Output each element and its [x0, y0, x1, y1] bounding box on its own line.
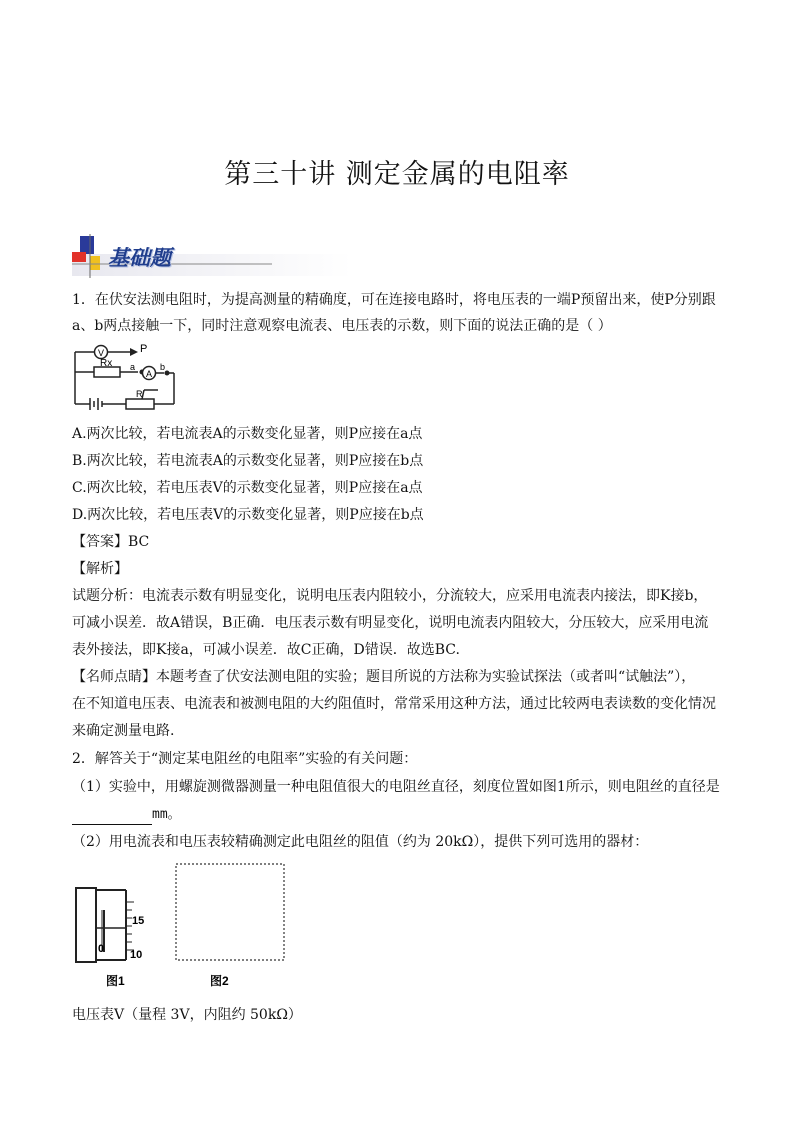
section-label: 基础题 [108, 245, 171, 270]
q2-part1-answer-line [72, 804, 181, 825]
figure-2-box [176, 864, 284, 960]
q1-option-a: A.两次比较，若电流表A的示数变化显著，则P应接在a点 [72, 426, 423, 442]
q1-answer: 【答案】BC [72, 534, 150, 550]
page-title: 第三十讲 测定金属的电阻率 [224, 159, 570, 190]
q2-part2: （2）用电流表和电压表较精确测定此电阻丝的阻值（约为 20kΩ），提供下列可选用的器材： [72, 834, 649, 850]
q1-option-d: D.两次比较，若电压表V的示数变化显著，则P应接在b点 [72, 507, 424, 523]
point-b-label: b [160, 362, 166, 372]
q2-stem: 2．解答关于“测定某电阻丝的电阻率”实验的有关问题： [72, 751, 418, 767]
figure-2-caption: 图2 [210, 974, 229, 988]
voltmeter-label: V [98, 348, 105, 358]
banner-red-square [72, 252, 86, 262]
q1-analysis-label: 【解析】 [72, 561, 128, 577]
figure-1-caption: 图1 [106, 974, 125, 988]
micrometer-scale-0: 0 [98, 943, 105, 955]
q2-voltmeter-spec: 电压表V（量程 3V，内阻约 50kΩ） [72, 1007, 302, 1023]
q1-option-b: B.两次比较，若电流表A的示数变化显著，则P应接在b点 [72, 453, 424, 469]
q1-tip-line3: 来确定测量电路. [72, 723, 175, 739]
q1-analysis-line3: 表外接法，即K接a，可减小误差．故C正确，D错误．故选BC. [72, 642, 460, 658]
rheostat-label: R [136, 389, 143, 399]
micrometer-scale-10: 10 [130, 949, 143, 961]
q1-stem-line1: 1．在伏安法测电阻时，为提高测量的精确度，可在连接电路时，将电压表的一端P预留出来，使P分别跟 [72, 292, 716, 308]
rheostat-symbol [126, 399, 154, 409]
q1-analysis-line2: 可减小误差．故A错误，B正确．电压表示数有明显变化，说明电流表内阻较大，分压较大，应采用电流 [72, 615, 709, 631]
q2-figures [72, 860, 296, 994]
ammeter-label: A [146, 369, 153, 379]
q1-tip-line1: 【名师点睛】本题考查了伏安法测电阻的实验；题目所说的方法称为实验试探法（或者叫“试触法”）， [72, 669, 696, 685]
q2-part1: （1）实验中，用螺旋测微器测量一种电阻值很大的电阻丝直径，刻度位置如图1所示，则电阻丝的直径是 [72, 779, 720, 795]
q1-analysis-line1: 试题分析：电流表示数有明显变化，说明电压表内阻较小，分流较大，应采用电流表内接法，即K接b， [72, 588, 708, 604]
probe-label: P [140, 343, 148, 355]
q2-unit: mm。 [152, 807, 181, 822]
point-a-label: a [130, 362, 136, 372]
banner-yellow-square [90, 256, 100, 270]
rx-label: Rx [100, 358, 113, 369]
micrometer-figure [76, 888, 134, 962]
probe-arrow-icon [130, 348, 138, 356]
answer-blank [72, 810, 152, 825]
q1-stem-line2: a、b两点接触一下，同时注意观察电流表、电压表的示数，则下面的说法正确的是（ ） [72, 318, 612, 334]
q1-circuit-diagram [72, 342, 184, 414]
banner-blue-square [80, 236, 94, 254]
q1-tip-line2: 在不知道电压表、电流表和被测电阻的大约阻值时，常常采用这种方法，通过比较两电表读数的变化情况 [72, 696, 716, 712]
micrometer-scale-15: 15 [132, 915, 145, 927]
q1-option-c: C.两次比较，若电压表V的示数变化显著，则P应接在a点 [72, 480, 423, 496]
